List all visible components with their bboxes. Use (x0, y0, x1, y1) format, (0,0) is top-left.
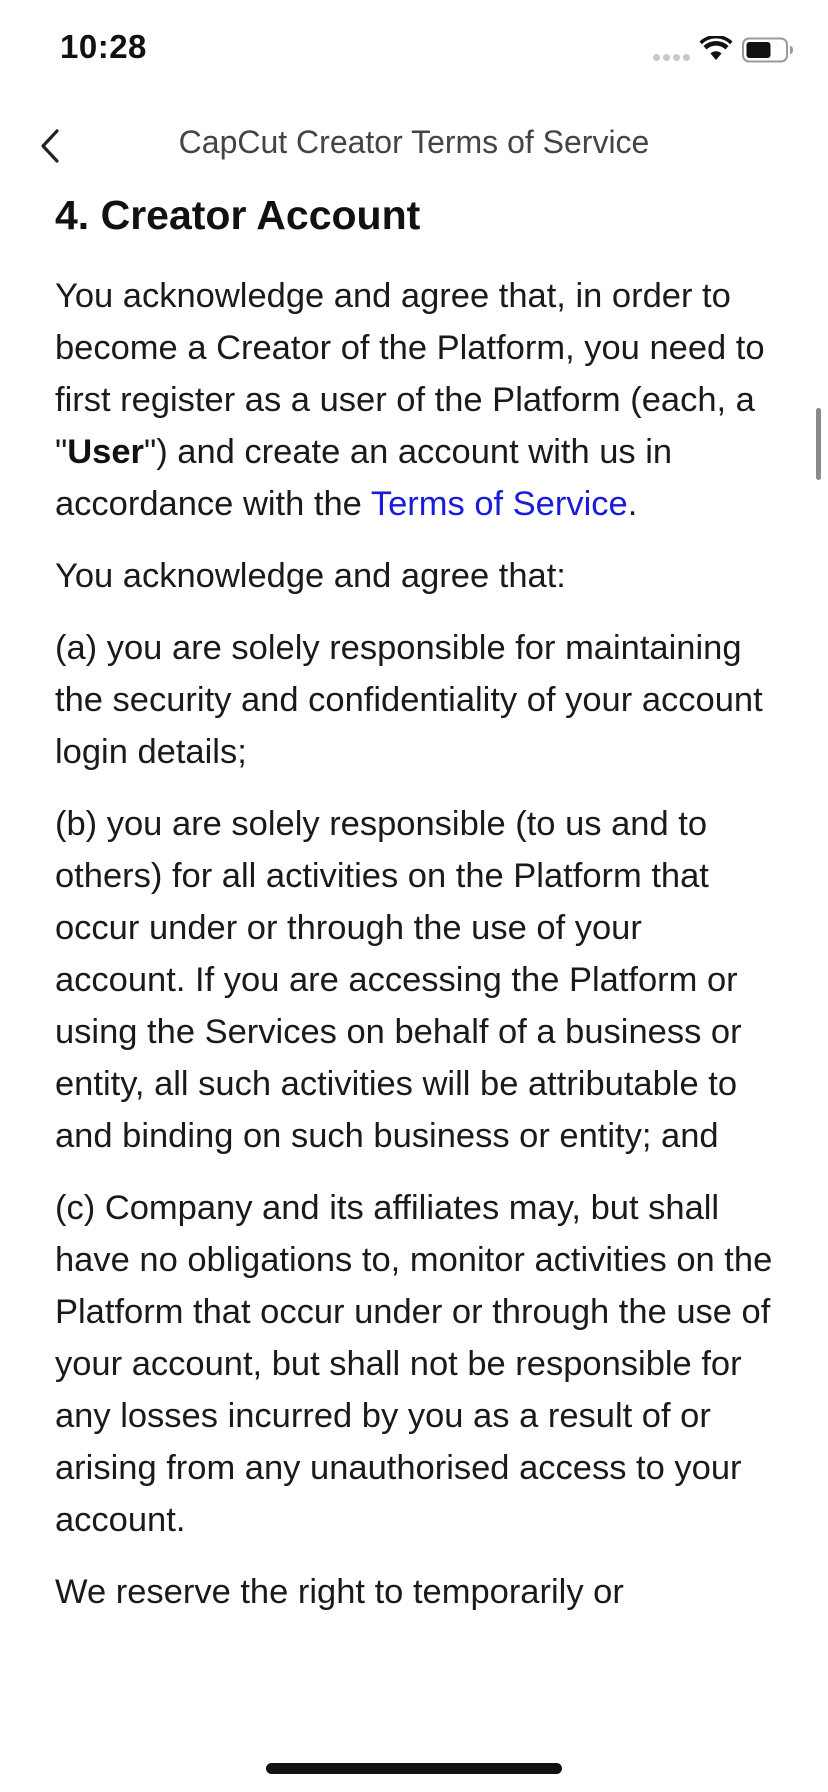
paragraph-acknowledge: You acknowledge and agree that: (55, 557, 566, 595)
paragraph-text: ") and create an account with us in accordance with the (55, 433, 673, 523)
home-indicator[interactable] (266, 1763, 562, 1774)
back-button[interactable] (26, 120, 74, 172)
section-heading: 4. Creator Account (55, 192, 421, 238)
status-bar (0, 0, 828, 100)
terms-content (55, 186, 781, 1638)
signal-dots-icon (653, 54, 690, 61)
paragraph-clause-b: (b) you are solely responsible (to us and to others) for all activities on the Platform that occur under or through the use of your account. If you are accessing the Platform or using the Services on behalf of a business or entity, all such activities will be attributable to and binding on such business or entity; and (55, 805, 742, 1155)
paragraph-reserve-right: We reserve the right to temporarily or (55, 1573, 624, 1611)
paragraph-text: You acknowledge and agree that, in order to become a Creator of the Platform, you need to first register as a user of the Platform (each, a " (55, 277, 765, 471)
defined-term-user: User (67, 433, 144, 471)
paragraph-text: . (627, 485, 638, 523)
paragraph-clause-c: (c) Company and its affiliates may, but shall have no obligations to, monitor activities on the Platform that occur under or through the use of your account, but shall not be responsible for any losses incurred by you as a result of or arising from any unauthorised access to your account. (55, 1189, 773, 1539)
nav-header (0, 110, 828, 182)
paragraph-creator-registration (55, 270, 781, 530)
paragraph-clause-a: (a) you are solely responsible for maintaining the security and confidentiality of your account login details; (55, 629, 763, 771)
wifi-icon (699, 36, 733, 62)
terms-of-service-link[interactable]: Terms of Service (370, 485, 628, 523)
chevron-left-icon (38, 128, 62, 164)
status-time: 10:28 (60, 28, 147, 65)
page-title: CapCut Creator Terms of Service (178, 124, 650, 160)
battery-icon (742, 37, 794, 63)
scrollbar[interactable] (816, 408, 821, 480)
